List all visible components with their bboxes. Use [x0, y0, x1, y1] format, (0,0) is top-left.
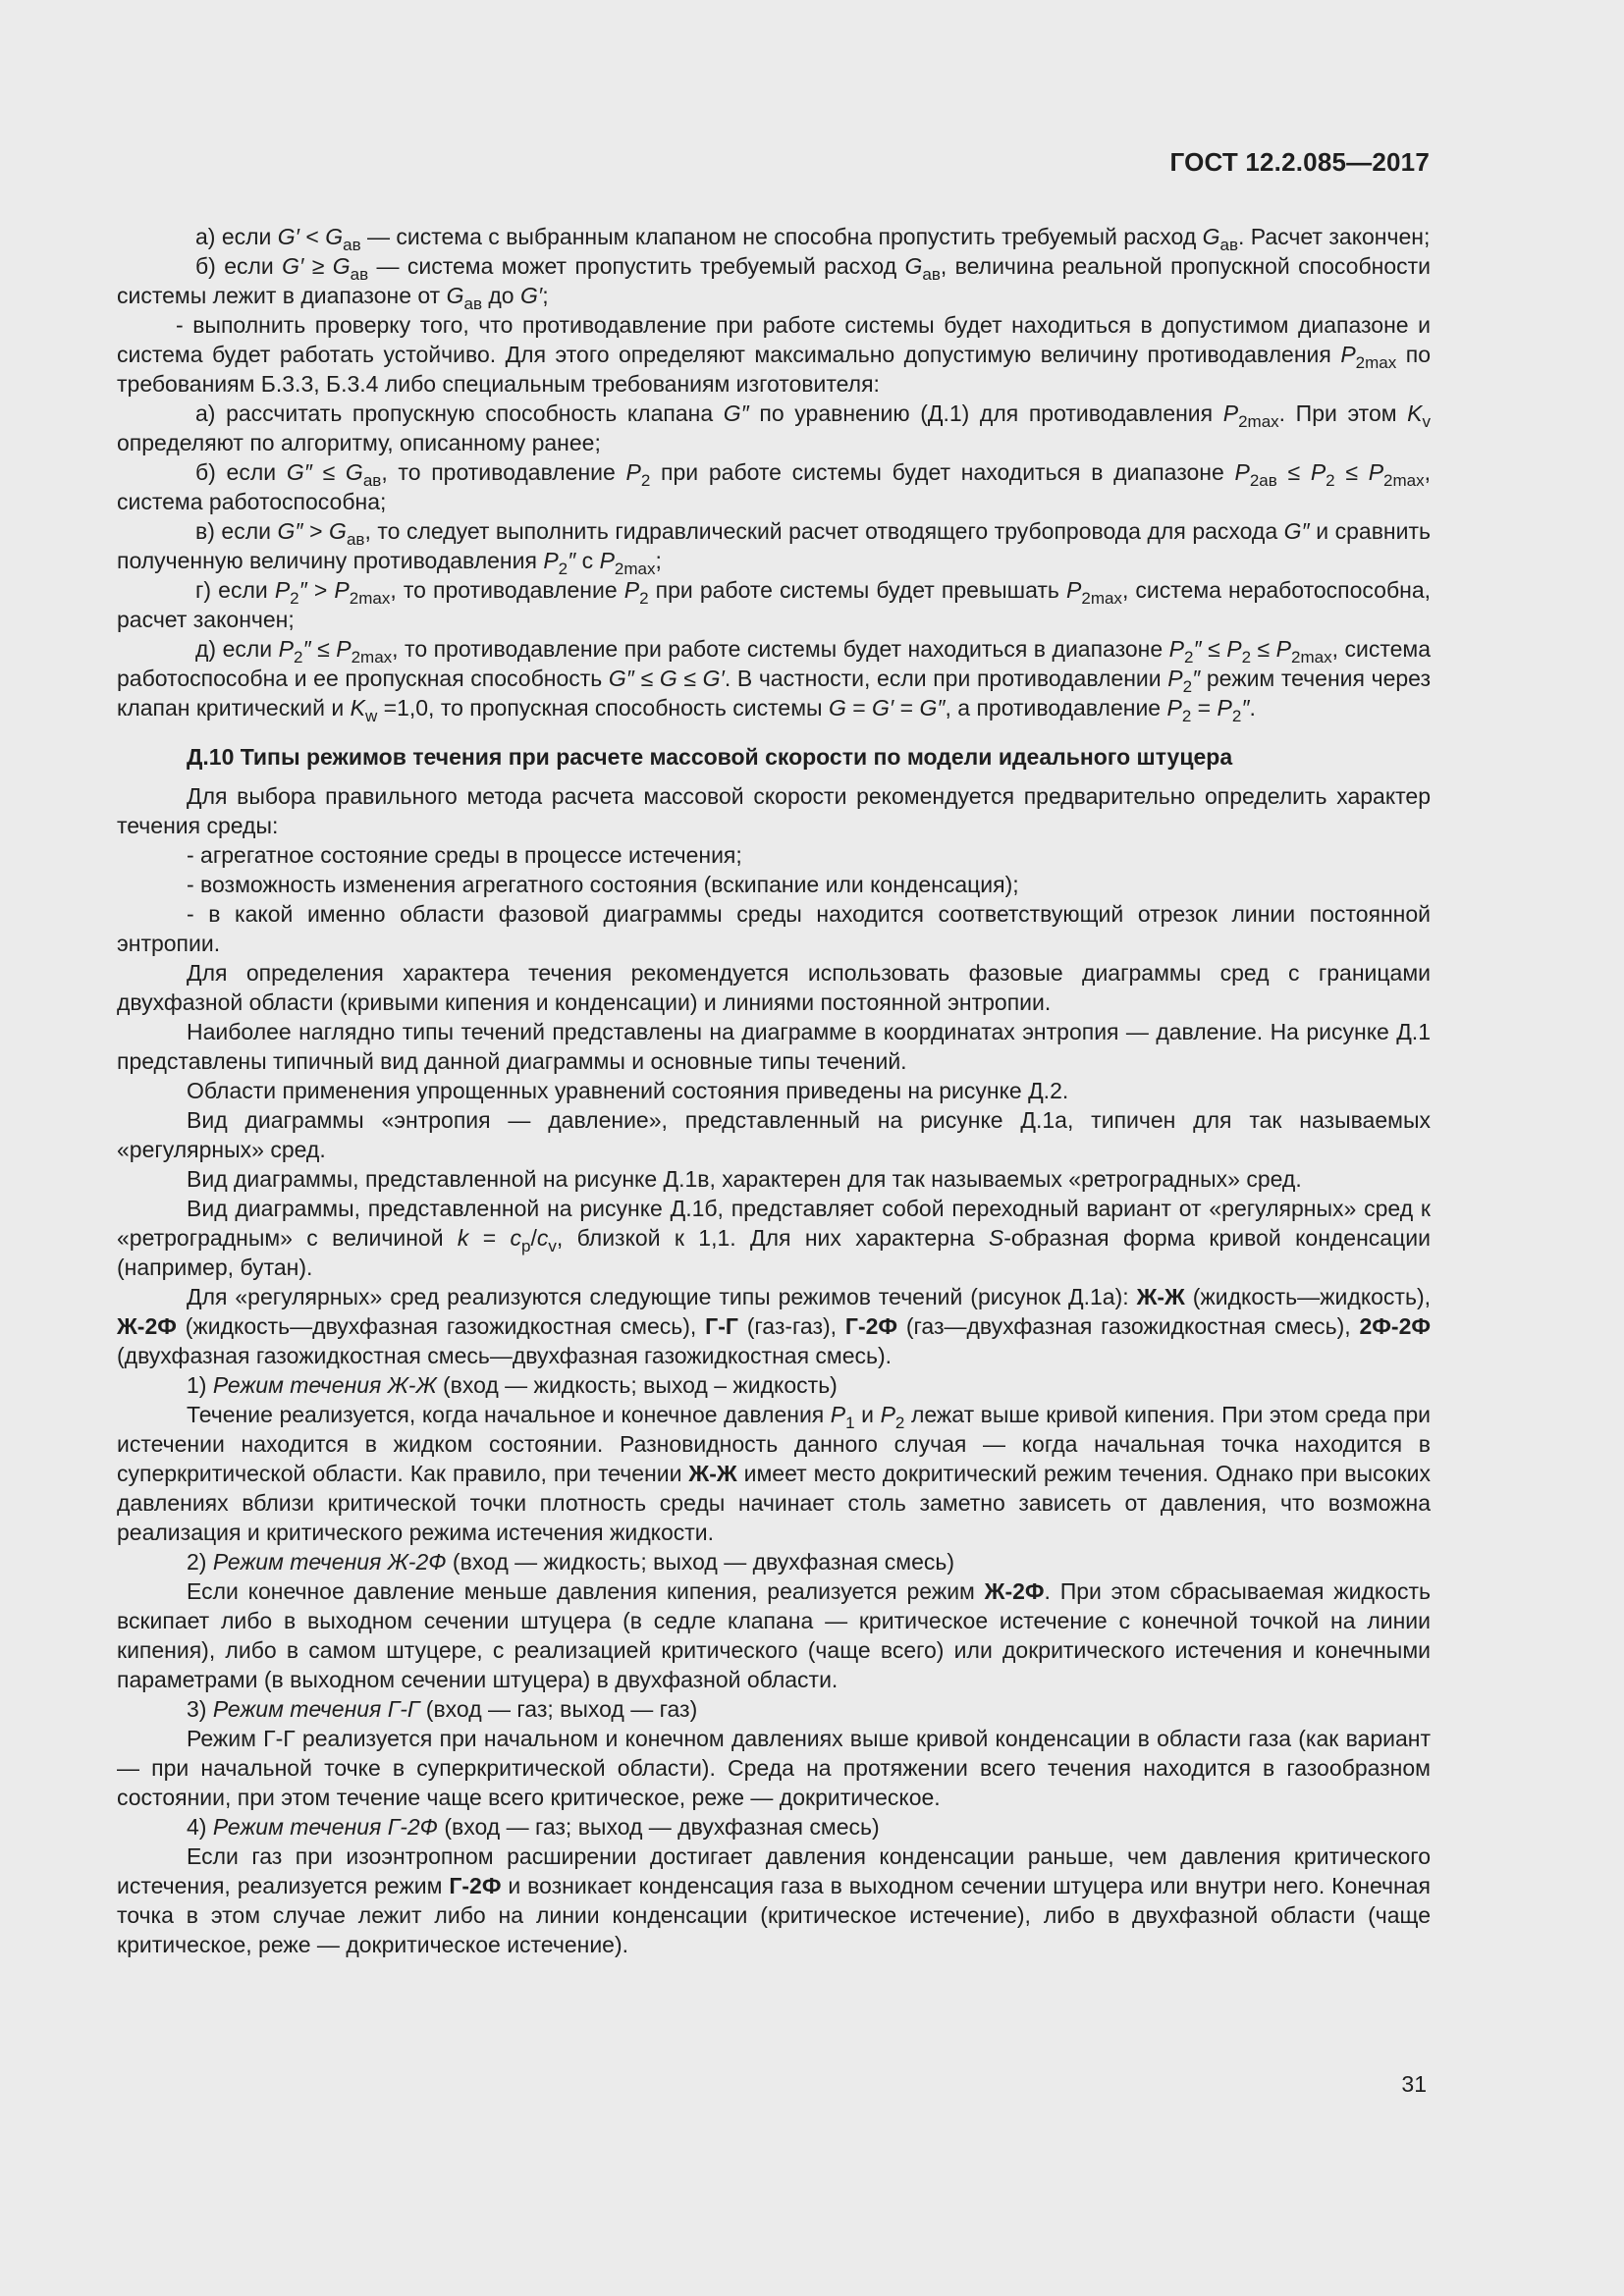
- paragraph: а) если $G' < G_{ав}$ — система с выбранным клапаном не способна пропустить требуемый расход $G_{ав}$. Расчет закончен;: [195, 224, 1431, 254]
- paragraph: Для выбора правильного метода расчета массовой скорости рекомендуется предварительно определить характер течения среды:: [117, 783, 1431, 838]
- paragraph: Вид диаграммы, представленной на рисунке Д.1б, представляет собой переходный вариант от «регулярных» сред к «ретроградным» с величиной $k = c_p/c_v$, близкой к 1,1. Для них характерна S-образная форма кривой конденсации (например, бутан).: [117, 1196, 1431, 1280]
- paragraph: 2) Режим течения Ж-2Ф (вход — жидкость; выход — двухфазная смесь): [187, 1549, 955, 1575]
- paragraph: Наиболее наглядно типы течений представлены на диаграмме в координатах энтропия — давление. На рисунке Д.1 представлены типичный вид данной диаграммы и основные типы течений.: [117, 1019, 1431, 1074]
- paragraph: а) рассчитать пропускную способность клапана G″ по уравнению (Д.1) для противодавления $P_{2max}$. При этом $K_v$ определяют по алгоритму, описанному ранее;: [117, 400, 1432, 455]
- paragraph: Вид диаграммы, представленной на рисунке Д.1в, характерен для так называемых «ретроградных» сред.: [187, 1166, 1302, 1192]
- document-body: [117, 222, 1431, 1959]
- paragraph: Вид диаграммы «энтропия — давление», представленный на рисунке Д.1а, типичен для так называемых «регулярных» сред.: [117, 1107, 1431, 1162]
- paragraph: 1) Режим течения Ж-Ж (вход — жидкость; выход – жидкость): [187, 1372, 838, 1398]
- paragraph: Если конечное давление меньше давления кипения, реализуется режим Ж-2Ф. При этом сбрасываемая жидкость вскипает либо в выходном сечении штуцера (в седле клапана — критическое истечение с конечной точкой на линии кипения), либо в самом штуцере, с реализацией критического (чаще всего) или докритического истечения и конечными параметрами (в выходном сечении штуцера) в двухфазной области.: [117, 1578, 1431, 1692]
- paragraph: б) если $G'' \le G_{ав}$, то противодавление $P_2$ при работе системы будет находиться в диапазоне $P_{2ав} \le P_2 \le P_{2max}$, система работоспособна;: [117, 459, 1431, 514]
- paragraph: д) если $P_2'' \le P_{2max}$, то противодавление при работе системы будет находиться в диапазоне $P_2'' \le P_2 \le P_{2max}$, система работоспособна и ее пропускная способность G″ ≤ G ≤ G′. В частности, если при противодавлении $P_2''$ режим течения через клапан критический и $K_w =1,0$, то пропускная способность системы G = G′ = G″, а противодавление $P_2 = P_2''$.: [117, 636, 1431, 725]
- section-heading: Д.10 Типы режимов течения при расчете массовой скорости по модели идеального штуцера: [187, 744, 1233, 770]
- paragraph: - агрегатное состояние среды в процессе истечения;: [187, 842, 742, 868]
- standard-header: ГОСТ 12.2.085—2017: [1169, 147, 1430, 177]
- paragraph: Режим Г-Г реализуется при начальном и конечном давлениях выше кривой конденсации в области газа (как вариант — при начальной точке в суперкритической области). Среда на протяжении всего течения находится в газообразном состоянии, при этом течение чаще всего критическое, реже — докритическое.: [117, 1726, 1431, 1810]
- paragraph: - выполнить проверку того, что противодавление при работе системы будет находиться в допустимом диапазоне и система будет работать устойчиво. Для этого определяют максимально допустимую величину противодавления $P_{2max}$ по требованиям Б.3.3, Б.3.4 либо специальным требованиям изготовителя:: [117, 312, 1431, 397]
- paragraph: Течение реализуется, когда начальное и конечное давления $P_1$ и $P_2$ лежат выше кривой кипения. При этом среда при истечении находится в жидком состоянии. Разновидность данного случая — когда начальная точка находится в суперкритической области. Как правило, при течении Ж-Ж имеет место докритический режим течения. Однако при высоких давлениях вблизи критической точки плотность среды начинает столь заметно зависеть от давления, что возможна реализация и критического режима истечения жидкости.: [117, 1402, 1431, 1545]
- paragraph: 3) Режим течения Г-Г (вход — газ; выход — газ): [187, 1696, 698, 1722]
- paragraph: Если газ при изоэнтропном расширении достигает давления конденсации раньше, чем давления критического истечения, реализуется режим Г-2Ф и возникает конденсация газа в выходном сечении штуцера или внутри него. Конечная точка в этом случае лежит либо на линии конденсации (критическое истечение), либо в двухфазной области (чаще критическое, реже — докритическое истечение).: [117, 1843, 1431, 1957]
- paragraph: б) если $G' \ge G_{ав}$ — система может пропустить требуемый расход $G_{ав}$, величина реальной пропускной способности системы лежит в диапазоне от $G_{ав}$ до G′;: [117, 253, 1431, 313]
- page-number: 31: [1401, 2071, 1427, 2097]
- paragraph: Области применения упрощенных уравнений состояния приведены на рисунке Д.2.: [187, 1078, 1069, 1103]
- paragraph: - в какой именно области фазовой диаграммы среды находится соответствующий отрезок линии постоянной энтропии.: [117, 901, 1431, 956]
- paragraph: г) если $P_2'' > P_{2max}$, то противодавление $P_2$ при работе системы будет превышать $P_{2max}$, система неработоспособна, расчет закончен;: [117, 577, 1431, 632]
- paragraph: Для определения характера течения рекомендуется использовать фазовые диаграммы сред с границами двухфазной области (кривыми кипения и конденсации) и линиями постоянной энтропии.: [117, 960, 1431, 1015]
- paragraph: Для «регулярных» сред реализуются следующие типы режимов течений (рисунок Д.1а): Ж-Ж (жидкость—жидкость), Ж-2Ф (жидкость—двухфазная газожидкостная смесь), Г-Г (газ-газ), Г-2Ф (газ—двухфазная газожидкостная смесь), 2Ф-2Ф (двухфазная газожидкостная смесь—двухфазная газожидкостная смесь).: [117, 1284, 1432, 1368]
- paragraph: - возможность изменения агрегатного состояния (вскипание или конденсация);: [187, 872, 1019, 897]
- paragraph: 4) Режим течения Г-2Ф (вход — газ; выход — двухфазная смесь): [187, 1814, 880, 1840]
- paragraph: в) если $G'' > G_{ав}$, то следует выполнить гидравлический расчет отводящего трубопровода для расхода G″ и сравнить полученную величину противодавления $P_2''$ с $P_{2max}$;: [117, 518, 1431, 578]
